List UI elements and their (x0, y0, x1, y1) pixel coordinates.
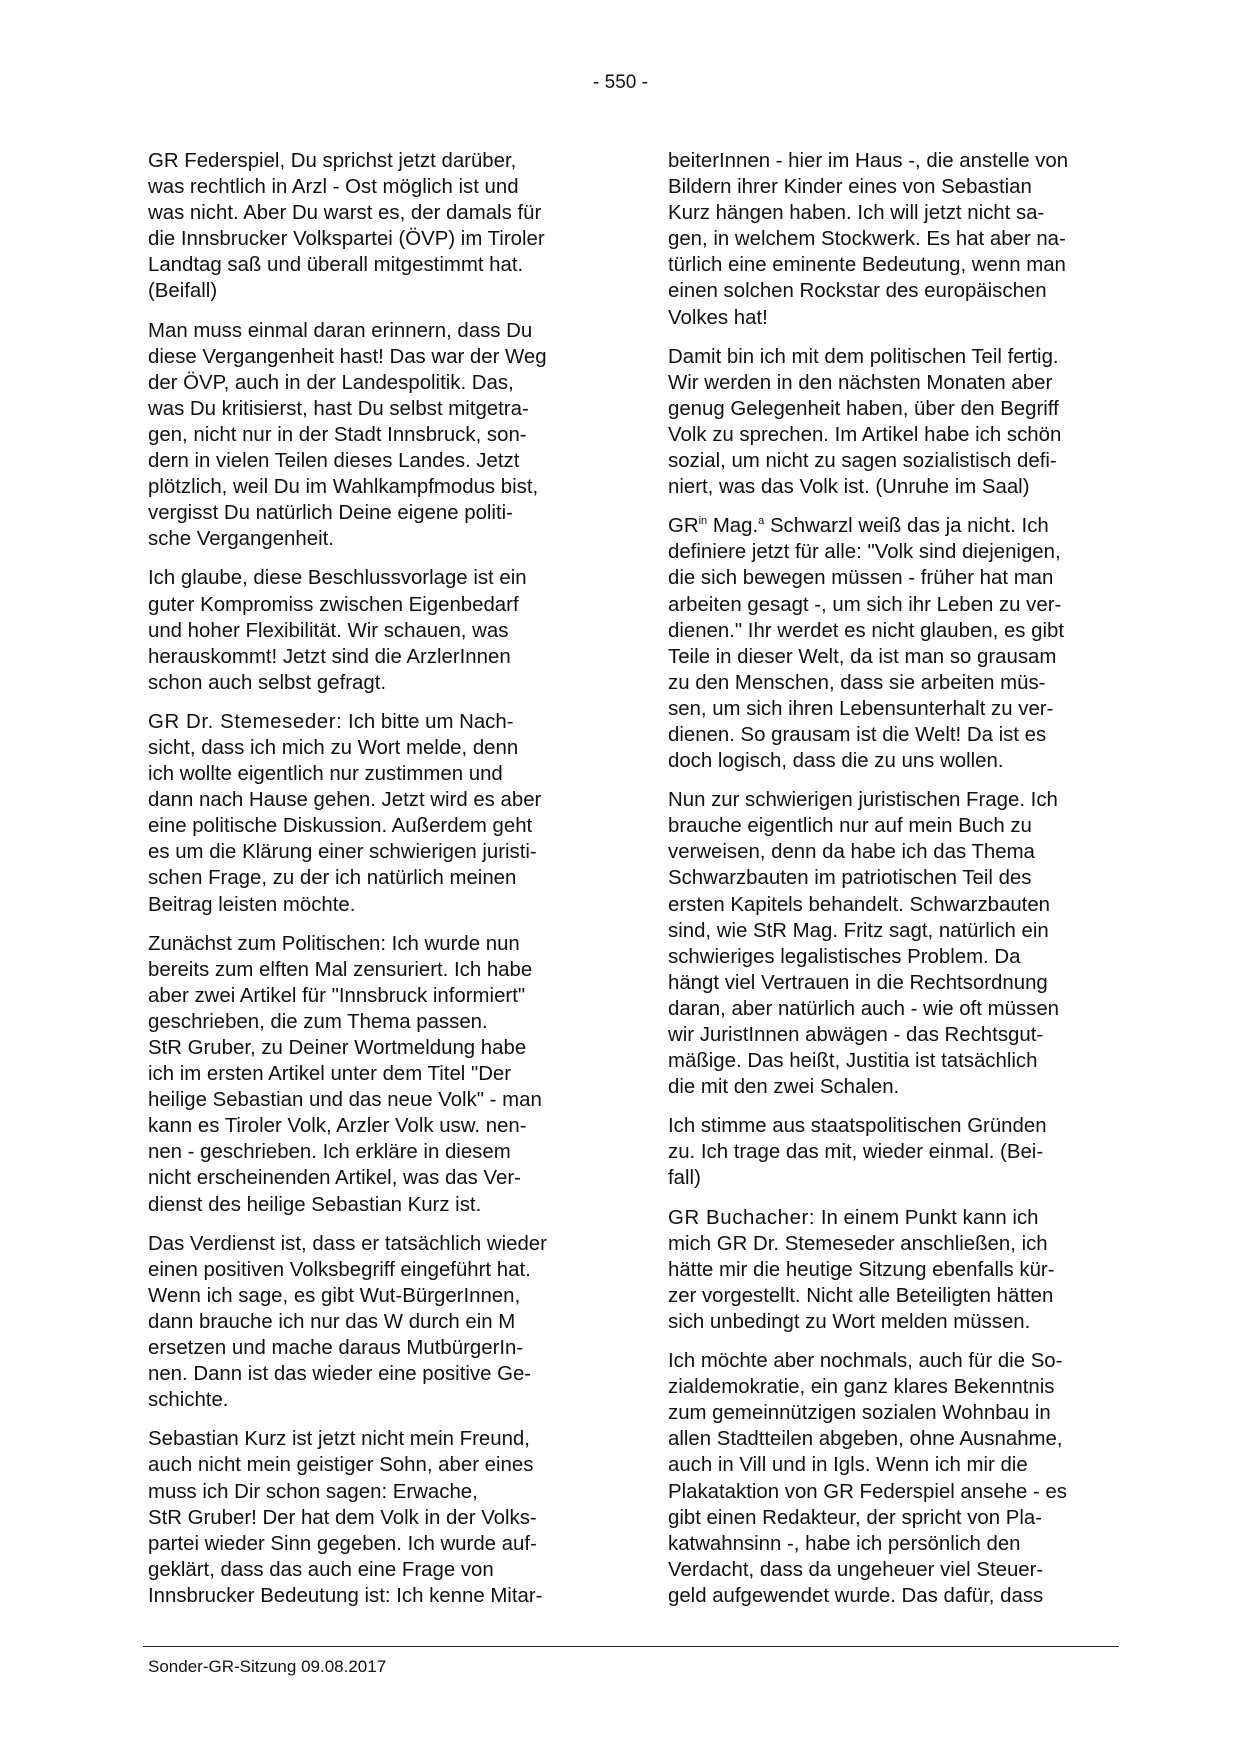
text-line: nicht erscheinenden Artikel, was das Ver- (148, 1167, 521, 1190)
text-line: StR Gruber! Der hat dem Volk in der Volks- (148, 1506, 537, 1529)
text-line: dienst des heilige Sebastian Kurz ist. (148, 1193, 482, 1216)
text-line: die mit den zwei Schalen. (668, 1076, 900, 1099)
text-line: allen Stadtteilen abgeben, ohne Ausnahme, (668, 1428, 1063, 1451)
text-line: verweisen, denn da habe ich das Thema (668, 841, 1035, 864)
speaker-prefix: GR (668, 515, 699, 538)
text-line: Man muss einmal daran erinnern, dass Du (148, 319, 533, 342)
text-line: Verdacht, dass da ungeheuer viel Steuer- (668, 1558, 1044, 1581)
text-line: definiere jetzt für alle: "Volk sind diejenigen, (668, 541, 1061, 564)
text-line: Das Verdienst ist, dass er tatsächlich wieder (148, 1232, 547, 1255)
text-line: daran, aber natürlich auch - wie oft müssen (668, 997, 1060, 1020)
text-line: StR Gruber, zu Deiner Wortmeldung habe (148, 1037, 527, 1059)
paragraph (148, 1426, 596, 1609)
text-line: sich unbedingt zu Wort melden müssen. (668, 1310, 1031, 1333)
paragraph (148, 1231, 596, 1414)
text-line: herauskommt! Jetzt sind die ArzlerInnen (148, 645, 511, 668)
text-line: Nun zur schwierigen juristischen Frage. Ich (668, 789, 1058, 812)
paragraph (148, 565, 596, 695)
speaker-name: GR Buchacher: (668, 1206, 816, 1229)
text-line: gen, in welchem Stockwerk. Es hat aber na- (668, 228, 1066, 251)
text-line: was Du kritisierst, hast Du selbst mitgetra- (148, 397, 529, 420)
text-line: schwieriges legalistisches Problem. Da (668, 945, 1021, 968)
text-line: Wenn ich sage, es gibt Wut-BürgerInnen, (148, 1284, 521, 1307)
text-line: beiterInnen - hier im Haus -, die anstelle von (668, 150, 1069, 172)
paragraph (148, 318, 596, 553)
text-line: Ich möchte aber nochmals, auch für die So- (668, 1350, 1063, 1373)
text-line: (Beifall) (148, 280, 218, 303)
text-line: Schwarzbauten im patriotischen Teil des (668, 867, 1032, 890)
text-line: zu den Menschen, dass sie arbeiten müs- (668, 671, 1046, 694)
text-line: dienen. So grausam ist die Welt! Da ist es (668, 723, 1047, 746)
text-line: guter Kompromiss zwischen Eigenbedarf (148, 593, 519, 616)
footer-text: Sonder-GR-Sitzung 09.08.2017 (148, 1657, 387, 1676)
text-line: mich GR Dr. Stemeseder anschließen, ich (668, 1232, 1048, 1255)
text-line: Volkes hat! (668, 306, 768, 329)
text-line: geschrieben, die zum Thema passen. (148, 1010, 488, 1033)
text-line: und hoher Flexibilität. Wir schauen, was (148, 619, 509, 642)
text-line: sen, um sich ihren Lebensunterhalt zu ver- (668, 697, 1054, 720)
text-line: kann es Tiroler Volk, Arzler Volk usw. nen- (148, 1115, 527, 1138)
paragraph (148, 931, 596, 1218)
text-line: vergisst Du natürlich Deine eigene politi- (148, 502, 513, 525)
text-line: Beitrag leisten möchte. (148, 893, 356, 916)
speaker-title: Mag. (707, 515, 759, 538)
text-line: schon auch selbst gefragt. (148, 671, 387, 694)
text-line: niert, was das Volk ist. (Unruhe im Saal) (668, 476, 1030, 499)
text-line: Landtag saß und überall mitgestimmt hat. (148, 254, 524, 277)
text-line: arbeiten gesagt -, um sich ihr Leben zu ver- (668, 593, 1062, 616)
text-line: geklärt, dass das auch eine Frage von (148, 1558, 494, 1581)
paragraph (668, 1205, 1116, 1335)
text-line: zum gemeinnützigen sozialen Wohnbau in (668, 1402, 1051, 1425)
text-line: diese Vergangenheit hast! Das war der Weg (148, 345, 547, 368)
text-line: auch in Vill und in Igls. Wenn ich mir die (668, 1454, 1028, 1477)
text-line: die Innsbrucker Volkspartei (ÖVP) im Tiroler (148, 228, 545, 251)
text-line: Plakataktion von GR Federspiel ansehe - es (668, 1480, 1067, 1503)
text-line: der ÖVP, auch in der Landespolitik. Das, (148, 371, 514, 394)
text-line: ersten Kapitels behandelt. Schwarzbauten (668, 893, 1051, 916)
text-line: partei wieder Sinn gegeben. Ich wurde auf- (148, 1532, 537, 1555)
text-line: einen positiven Volksbegriff eingeführt hat. (148, 1258, 531, 1281)
text-line: bereits zum elften Mal zensuriert. Ich habe (148, 958, 533, 981)
text-line: Teile in dieser Welt, da ist man so grausam (668, 645, 1057, 668)
text-line: ersetzen und mache daraus MutbürgerIn- (148, 1337, 524, 1360)
text-line: sozial, um nicht zu sagen sozialistisch defi- (668, 450, 1057, 473)
text-line: gibt einen Redakteur, der spricht von Pla- (668, 1506, 1043, 1529)
paragraph (668, 344, 1116, 501)
text-line: auch nicht mein geistiger Sohn, aber eines (148, 1454, 534, 1477)
text-line: wir JuristInnen abwägen - das Rechtsgut- (668, 1024, 1044, 1046)
text-line: hängt viel Vertrauen in die Rechtsordnung (668, 971, 1048, 994)
text-line: türlich eine eminente Bedeutung, wenn man (668, 254, 1066, 277)
paragraph (148, 709, 596, 918)
right-column (668, 148, 1116, 1622)
text-line: schichte. (148, 1389, 229, 1412)
text-line: was nicht. Aber Du warst es, der damals für (148, 202, 542, 225)
text-line: mäßige. Das heißt, Justitia ist tatsächlich (668, 1050, 1038, 1073)
text-line: Ich glaube, diese Beschlussvorlage ist ein (148, 567, 527, 590)
superscript: in (698, 515, 708, 528)
text-line: ich im ersten Artikel unter dem Titel "Der (148, 1063, 512, 1086)
text-line: Kurz hängen haben. Ich will jetzt nicht sa- (668, 202, 1045, 225)
text-line: Ich bitte um Nach- (342, 710, 514, 733)
text-line: einen solchen Rockstar des europäischen (668, 280, 1047, 303)
text-line: dann nach Hause gehen. Jetzt wird es aber (148, 789, 542, 812)
text-line: plötzlich, weil Du im Wahlkampfmodus bist, (148, 476, 539, 499)
text-line: die sich bewegen müssen - früher hat man (668, 567, 1054, 590)
text-line: zialdemokratie, ein ganz klares Bekenntnis (668, 1376, 1055, 1399)
paragraph (668, 148, 1116, 331)
text-line: sicht, dass ich mich zu Wort melde, denn (148, 736, 519, 759)
text-line: Schwarzl weiß das ja nicht. Ich (764, 515, 1049, 538)
text-line: doch logisch, dass die zu uns wollen. (668, 750, 1004, 773)
paragraph (148, 148, 596, 305)
text-line: geld aufgewendet wurde. Das dafür, dass (668, 1584, 1044, 1607)
paragraph (668, 513, 1116, 774)
paragraph (668, 1113, 1116, 1191)
text-line: katwahnsinn -, habe ich persönlich den (668, 1532, 1021, 1555)
text-line: genug Gelegenheit haben, über den Begriff (668, 397, 1059, 420)
text-line: muss ich Dir schon sagen: Erwache, (148, 1480, 478, 1503)
text-line: Volk zu sprechen. Im Artikel habe ich schön (668, 423, 1062, 446)
paragraph (668, 1348, 1116, 1609)
text-line: zu. Ich trage das mit, wieder einmal. (Bei- (668, 1141, 1044, 1164)
text-line: sche Vergangenheit. (148, 528, 334, 551)
text-line: nen. Dann ist das wieder eine positive Ge- (148, 1363, 532, 1386)
text-line: sind, wie StR Mag. Fritz sagt, natürlich ein (668, 919, 1049, 942)
text-line: dann brauche ich nur das W durch ein M (148, 1310, 516, 1333)
text-line: ich wollte eigentlich nur zustimmen und (148, 763, 503, 786)
text-line: schen Frage, zu der ich natürlich meinen (148, 867, 517, 890)
text-line: aber zwei Artikel für "Innsbruck informiert" (148, 984, 526, 1007)
text-line: gen, nicht nur in der Stadt Innsbruck, son- (148, 423, 527, 446)
text-line: Ich stimme aus staatspolitischen Gründen (668, 1115, 1047, 1138)
text-line: Innsbrucker Bedeutung ist: Ich kenne Mitar- (148, 1584, 543, 1607)
text-line: brauche eigentlich nur auf mein Buch zu (668, 815, 1032, 838)
text-line: Sebastian Kurz ist jetzt nicht mein Freund, (148, 1428, 530, 1451)
footer-divider (143, 1646, 1119, 1647)
text-line: nen - geschrieben. Ich erkläre in diesem (148, 1141, 511, 1164)
text-line: es um die Klärung einer schwierigen juristi- (148, 841, 537, 864)
text-line: zer vorgestellt. Nicht alle Beteiligten hätten (668, 1284, 1054, 1307)
text-line: dern in vielen Teilen dieses Landes. Jetzt (148, 450, 520, 473)
speaker-name: GR Dr. Stemeseder: (148, 710, 343, 733)
text-line: hätte mir die heutige Sitzung ebenfalls kür- (668, 1258, 1055, 1281)
text-line: heilige Sebastian und das neue Volk" - man (148, 1089, 542, 1112)
text-line: Zunächst zum Politischen: Ich wurde nun (148, 932, 520, 955)
left-column (148, 148, 596, 1622)
text-line: In einem Punkt kann ich (815, 1206, 1039, 1229)
text-line: GR Federspiel, Du sprichst jetzt darüber, (148, 150, 517, 172)
page-number: - 550 - (593, 72, 648, 93)
text-line: Bildern ihrer Kinder eines von Sebastian (668, 176, 1032, 199)
text-line: fall) (668, 1167, 701, 1190)
superscript: a (758, 515, 765, 528)
text-line: was rechtlich in Arzl - Ost möglich ist und (148, 176, 519, 199)
paragraph (668, 787, 1116, 1100)
text-line: eine politische Diskussion. Außerdem geht (148, 815, 533, 838)
text-line: dienen." Ihr werdet es nicht glauben, es gibt (668, 619, 1065, 642)
text-line: Damit bin ich mit dem politischen Teil fertig. (668, 345, 1059, 368)
text-line: Wir werden in den nächsten Monaten aber (668, 371, 1053, 394)
